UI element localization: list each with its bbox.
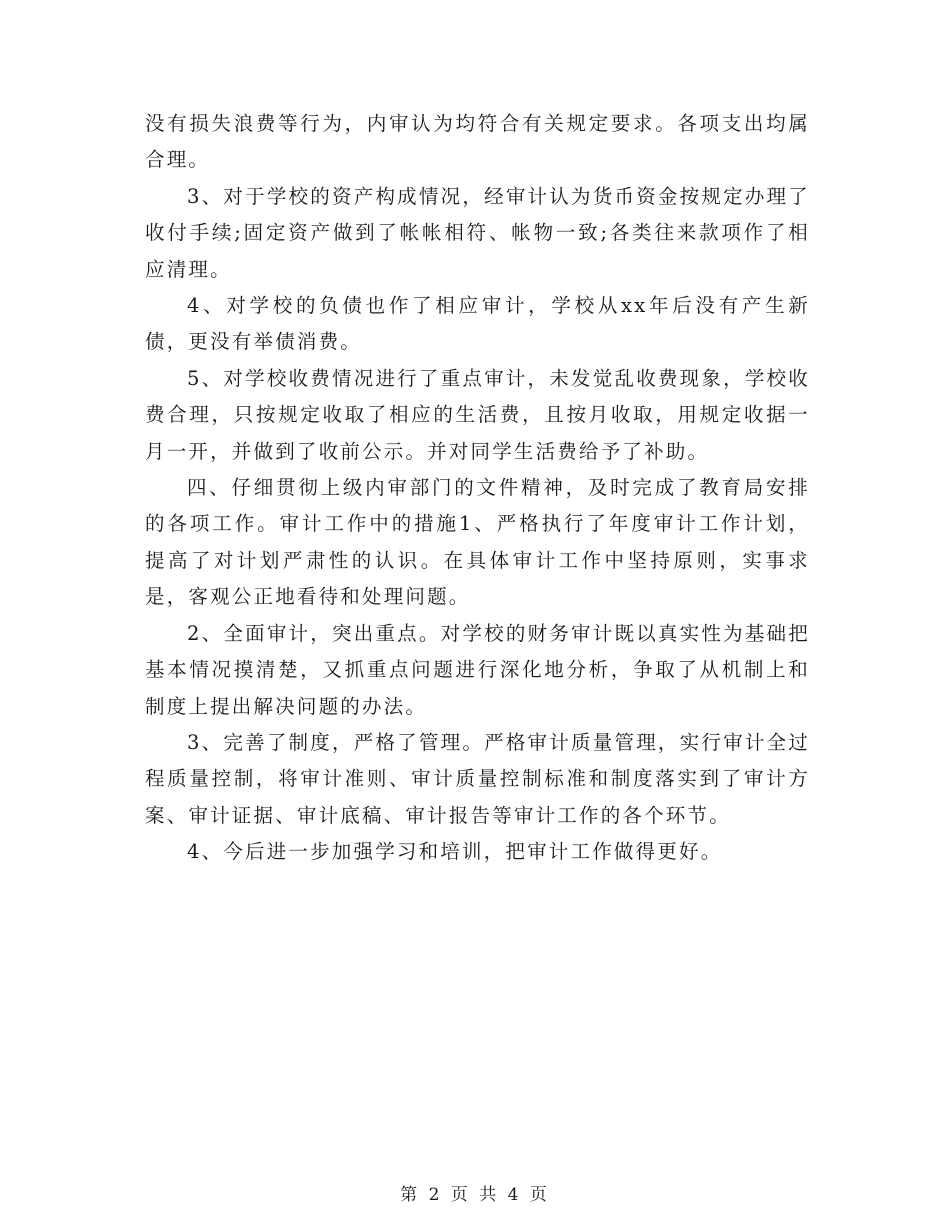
paragraph-8: 4、今后进一步加强学习和培训，把审计工作做得更好。 bbox=[187, 840, 723, 864]
paragraph-2: 3、对于学校的资产构成情况，经审计认为货币资金按规定办理了收付手续;固定资产做到了帐帐相符、帐物一致;各类往来款项作了相应清理。 bbox=[145, 184, 810, 281]
paragraph-5: 四、仔细贯彻上级内审部门的文件精神，及时完成了教育局安排的各项工作。审计工作中的措施1、严格执行了年度审计工作计划，提高了对计划严肃性的认识。在具体审计工作中坚持原则，实事求是，客观公正地看待和处理问题。 bbox=[145, 476, 810, 609]
paragraph-4: 5、对学校收费情况进行了重点审计，未发觉乱收费现象，学校收费合理，只按规定收取了相应的生活费，且按月收取，用规定收据一月一开，并做到了收前公示。并对同学生活费给予了补助。 bbox=[145, 366, 810, 463]
paragraph-6: 2、全面审计，突出重点。对学校的财务审计既以真实性为基础把基本情况摸清楚，又抓重点问题进行深化地分析，争取了从机制上和制度上提出解决问题的办法。 bbox=[145, 621, 810, 718]
page-number-footer: 第 2 页 共 4 页 bbox=[400, 1185, 550, 1205]
document-body bbox=[145, 106, 810, 871]
paragraph-3: 4、对学校的负债也作了相应审计，学校从xx年后没有产生新债，更没有举债消费。 bbox=[145, 294, 810, 354]
paragraph-1: 没有损失浪费等行为，内审认为均符合有关规定要求。各项支出均属合理。 bbox=[145, 112, 810, 172]
paragraph-7: 3、完善了制度，严格了管理。严格审计质量管理，实行审计全过程质量控制，将审计准则、审计质量控制标准和制度落实到了审计方案、审计证据、审计底稿、审计报告等审计工作的各个环节。 bbox=[145, 730, 810, 827]
